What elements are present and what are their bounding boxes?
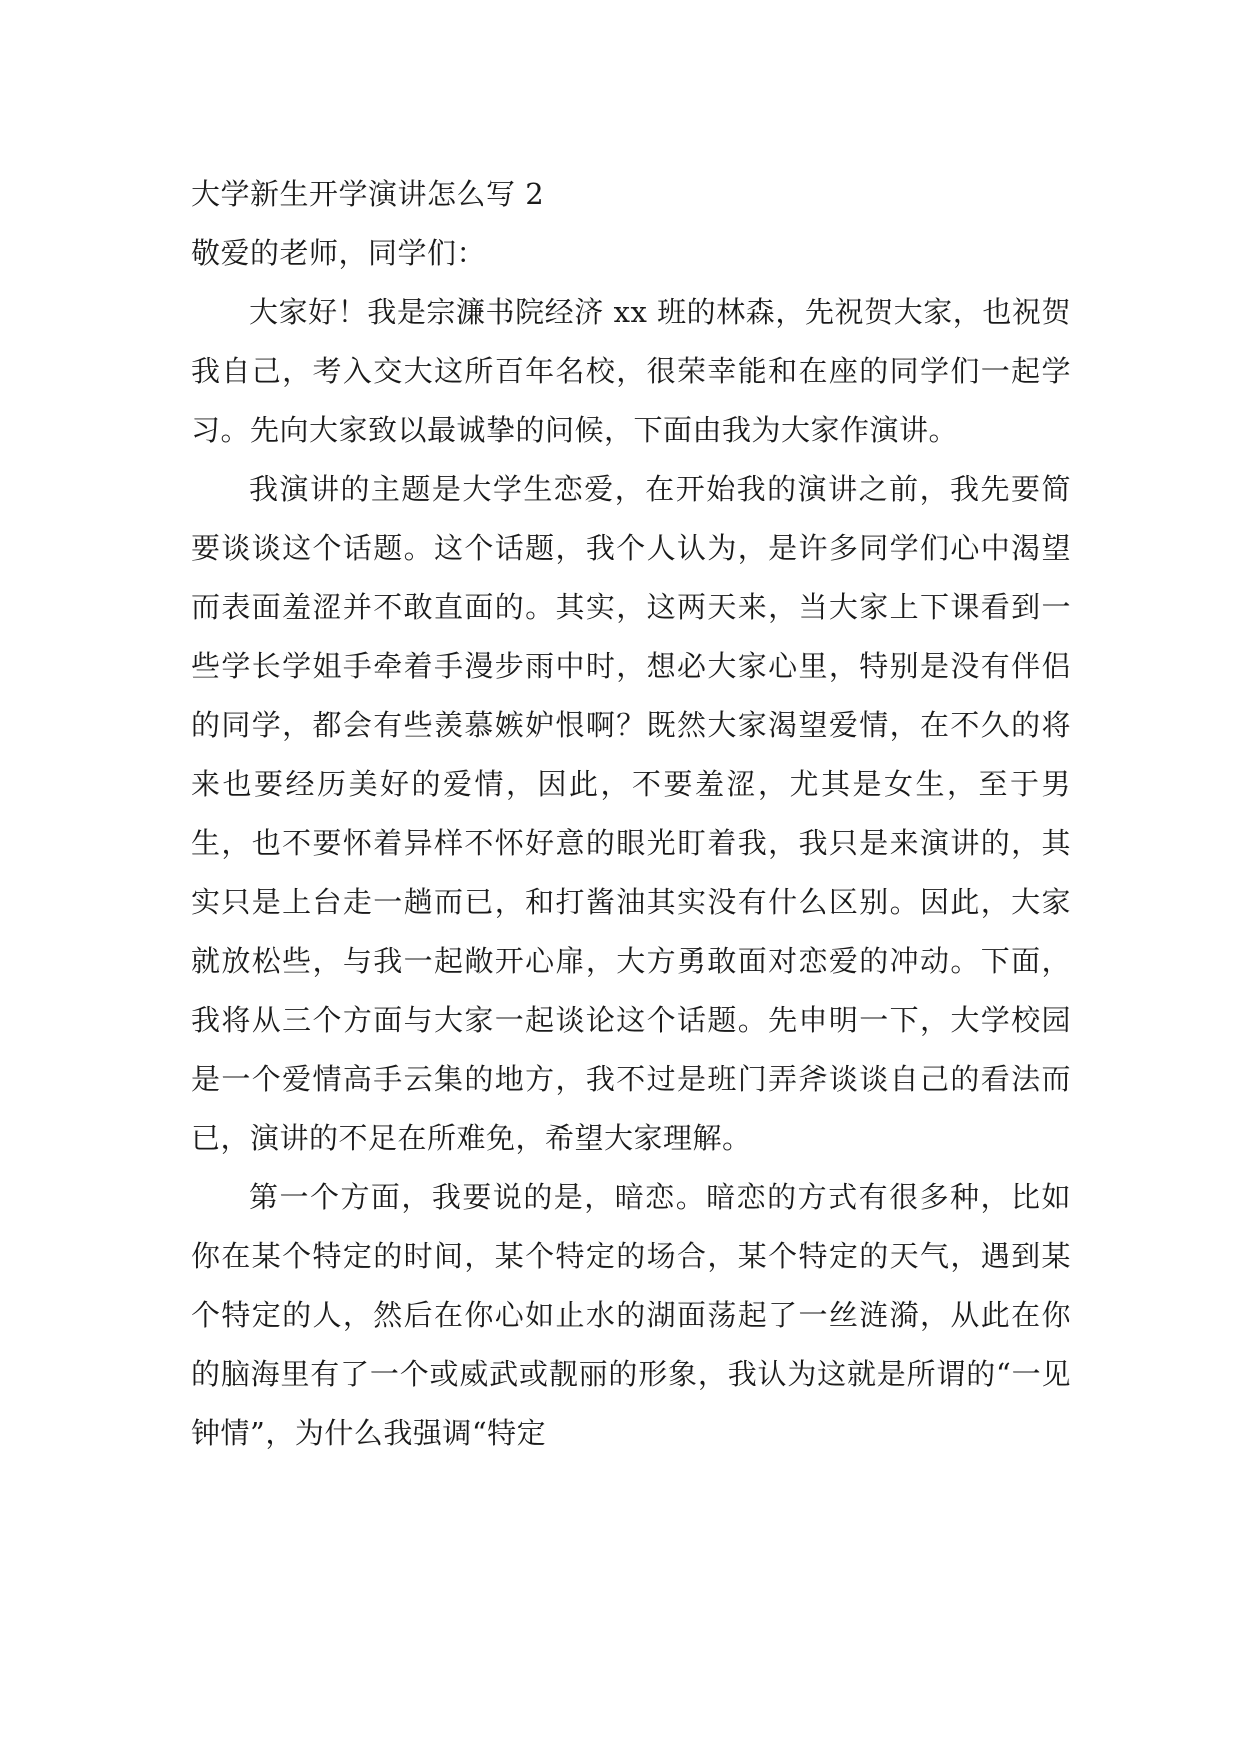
- document-body: [191, 165, 1071, 1463]
- paragraph-3: 第一个方面，我要说的是，暗恋。暗恋的方式有很多种，比如你在某个特定的时间，某个特定的场合，某个特定的天气，遇到某个特定的人，然后在你心如止水的湖面荡起了一丝涟漪，从此在你的脑海里有了一个或威武或靓丽的形象，我认为这就是所谓的“一见钟情”，为什么我强调“特定: [191, 1180, 1071, 1450]
- document-title: 大学新生开学演讲怎么写 2: [191, 177, 545, 211]
- paragraph-1: 大家好！我是宗濂书院经济 xx 班的林森，先祝贺大家，也祝贺我自己，考入交大这所百年名校，很荣幸能和在座的同学们一起学习。先向大家致以最诚挚的问候，下面由我为大家作演讲。: [191, 295, 1071, 447]
- salutation: 敬爱的老师，同学们：: [191, 236, 487, 270]
- paragraph-2: 我演讲的主题是大学生恋爱，在开始我的演讲之前，我先要简要谈谈这个话题。这个话题，我个人认为，是许多同学们心中渴望而表面羞涩并不敢直面的。其实，这两天来，当大家上下课看到一些学长学姐手牵着手漫步雨中时，想必大家心里，特别是没有伴侣的同学，都会有些羡慕嫉妒恨啊？既然大家渴望爱情，在不久的将来也要经历美好的爱情，因此，不要羞涩，尤其是女生，至于男生，也不要怀着异样不怀好意的眼光盯着我，我只是来演讲的，其实只是上台走一趟而已，和打酱油其实没有什么区别。因此，大家就放松些，与我一起敞开心扉，大方勇敢面对恋爱的冲动。下面，我将从三个方面与大家一起谈论这个话题。先申明一下，大学校园是一个爱情高手云集的地方，我不过是班门弄斧谈谈自己的看法而已，演讲的不足在所难免，希望大家理解。: [191, 472, 1071, 1155]
